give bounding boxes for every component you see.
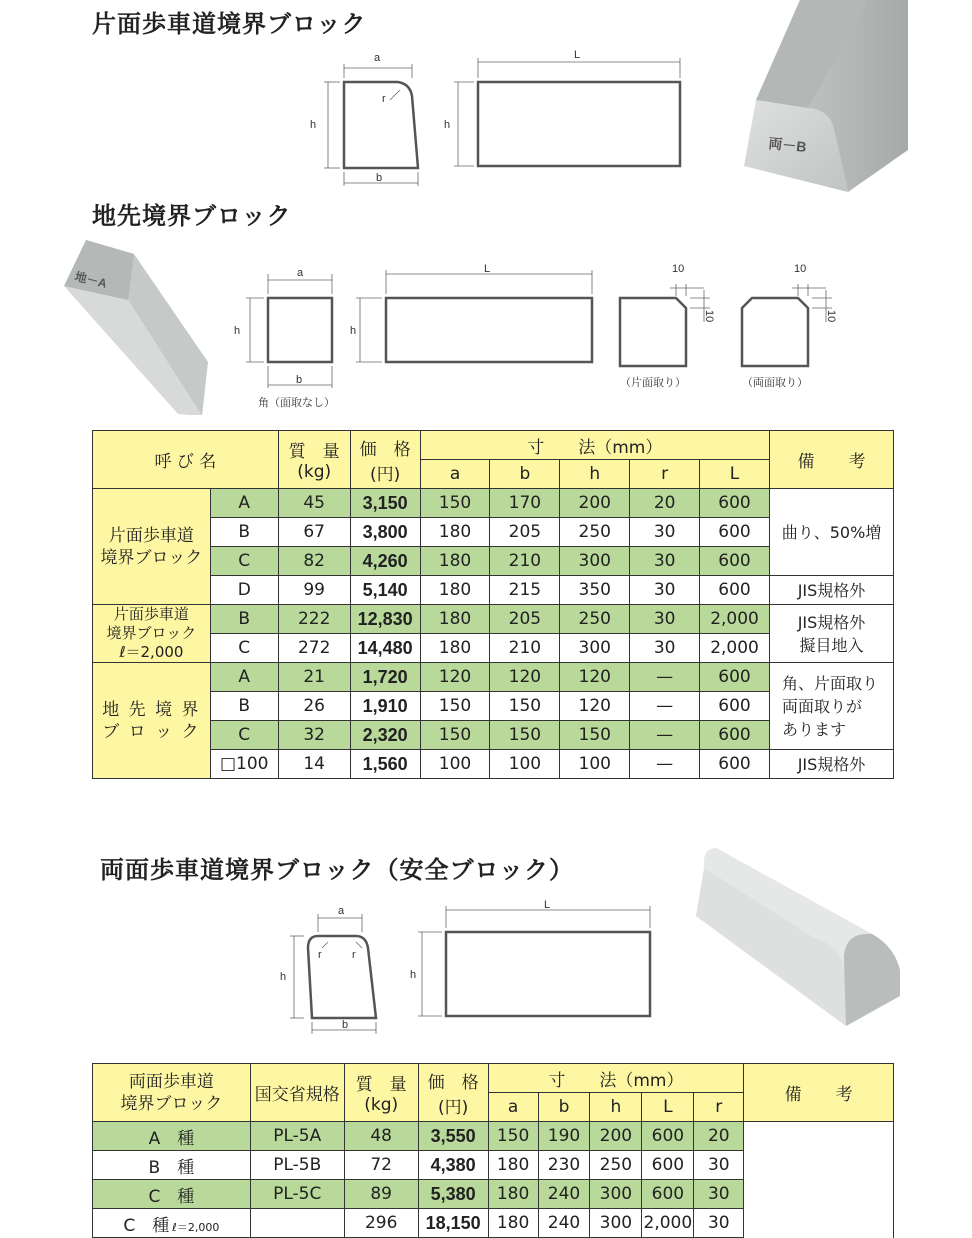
header-name: 両面歩車道 境界ブロック xyxy=(93,1064,251,1122)
header-name: 呼 び 名 xyxy=(93,431,279,489)
dim-r: r xyxy=(382,93,386,105)
table-cell: 272 xyxy=(278,634,350,663)
table-cell: 250 xyxy=(560,518,630,547)
table-cell: 600 xyxy=(700,576,770,605)
header-price-unit: (円) xyxy=(437,1097,469,1118)
table-cell: 180 xyxy=(488,1151,538,1180)
table-cell: 5,380 xyxy=(418,1180,488,1209)
table-cell: 2,000 xyxy=(700,605,770,634)
table-cell: 30 xyxy=(694,1151,744,1180)
table-cell: 600 xyxy=(700,692,770,721)
table-cell: A 種 xyxy=(93,1122,251,1151)
table-cell: 120 xyxy=(490,663,560,692)
table-cell: 215 xyxy=(490,576,560,605)
table-cell: 180 xyxy=(488,1180,538,1209)
photo-double-sided-curb-block xyxy=(694,846,906,1028)
table-cell: 600 xyxy=(642,1122,694,1151)
table-cell: PL-5A xyxy=(250,1122,344,1151)
group-name: 片面歩車道 境界ブロック xyxy=(93,489,211,605)
table-cell: 2,000 xyxy=(642,1209,694,1238)
table-cell: 48 xyxy=(344,1122,418,1151)
header-b: b xyxy=(538,1093,590,1122)
caption-both-chamfer: （両面取り） xyxy=(742,377,808,389)
table-cell: 120 xyxy=(560,663,630,692)
drawing-edge-block-both-chamfer xyxy=(736,262,846,392)
table-cell xyxy=(418,1064,488,1122)
dim-L: L xyxy=(574,49,581,61)
table-cell: A xyxy=(210,489,278,518)
dim-r1: r xyxy=(318,949,322,961)
table-cell: 45 xyxy=(278,489,350,518)
table-cell: 230 xyxy=(538,1151,590,1180)
dim-h2: h xyxy=(444,119,451,131)
table-cell: 150 xyxy=(490,721,560,750)
table-cell xyxy=(344,1064,418,1122)
table-cell: 200 xyxy=(590,1122,642,1151)
table-row xyxy=(93,663,894,692)
header-b: b xyxy=(490,460,560,489)
table-row xyxy=(93,605,894,634)
photo-stamp-text: 地－A xyxy=(73,269,109,291)
table-cell: C 種 ℓ＝2,000 xyxy=(93,1209,251,1238)
table-cell: 150 xyxy=(560,721,630,750)
table-cell: 180 xyxy=(420,576,490,605)
header-mass: 質 量 xyxy=(288,442,340,462)
table-row xyxy=(93,750,894,779)
table-cell: 2,000 xyxy=(700,634,770,663)
table-cell: 32 xyxy=(278,721,350,750)
table-cell: 250 xyxy=(590,1151,642,1180)
table-cell: 350 xyxy=(560,576,630,605)
header-remarks: 備 考 xyxy=(744,1064,894,1122)
table-cell: 21 xyxy=(278,663,350,692)
table-cell: 5,140 xyxy=(350,576,420,605)
table-cell: D xyxy=(210,576,278,605)
table-cell: A xyxy=(210,663,278,692)
table-cell: 600 xyxy=(700,518,770,547)
table-cell: 30 xyxy=(694,1209,744,1238)
dim-a: a xyxy=(374,52,381,64)
dim-a: a xyxy=(338,905,345,917)
table-cell: 600 xyxy=(700,663,770,692)
drawing-edge-block-one-chamfer xyxy=(614,262,724,392)
table-cell: 100 xyxy=(420,750,490,779)
section-title-single-sided-curb: 片面歩車道境界ブロック xyxy=(92,10,367,38)
table-cell xyxy=(744,1122,894,1238)
table-cell: C xyxy=(210,547,278,576)
header-mass: 質 量 xyxy=(355,1075,407,1095)
table-cell: 14 xyxy=(278,750,350,779)
spec-table-double-sided xyxy=(92,1063,894,1238)
caption-one-chamfer: （片面取り） xyxy=(620,377,686,389)
table-cell: 300 xyxy=(560,547,630,576)
photo-single-sided-curb-block xyxy=(738,0,908,192)
drawing-edge-block-side-view xyxy=(346,262,596,372)
table-cell: 1,560 xyxy=(350,750,420,779)
table-cell: 14,480 xyxy=(350,634,420,663)
table-cell xyxy=(350,431,420,489)
group-name: 片面歩車道 境界ブロック ℓ＝2,000 xyxy=(93,605,211,663)
table-cell: 600 xyxy=(642,1180,694,1209)
header-price: 価 格 xyxy=(359,439,411,460)
table-cell: C xyxy=(210,634,278,663)
table-cell: 26 xyxy=(278,692,350,721)
table-cell: 600 xyxy=(700,750,770,779)
table-cell: 210 xyxy=(490,547,560,576)
table-cell: 1,910 xyxy=(350,692,420,721)
table-cell: C 種 xyxy=(93,1180,251,1209)
table-cell: 89 xyxy=(344,1180,418,1209)
table-cell: □100 xyxy=(210,750,278,779)
table-cell: 82 xyxy=(278,547,350,576)
table-cell: B xyxy=(210,518,278,547)
table-cell: 3,800 xyxy=(350,518,420,547)
table-cell: 100 xyxy=(560,750,630,779)
table-cell: 205 xyxy=(490,605,560,634)
table-cell: 180 xyxy=(420,518,490,547)
table-cell: 30 xyxy=(630,576,700,605)
table-cell: 600 xyxy=(700,547,770,576)
table-cell: 99 xyxy=(278,576,350,605)
section-title-double-sided-curb: 両面歩車道境界ブロック（安全ブロック） xyxy=(100,856,575,884)
table-cell: 200 xyxy=(560,489,630,518)
photo-edge-block xyxy=(58,240,208,415)
drawing-single-sided-side-view xyxy=(440,44,700,184)
table-cell: 170 xyxy=(490,489,560,518)
header-r: r xyxy=(630,460,700,489)
table-cell: 600 xyxy=(700,721,770,750)
table-cell: 600 xyxy=(700,489,770,518)
table-cell: 205 xyxy=(490,518,560,547)
table-cell: 222 xyxy=(278,605,350,634)
header-r: r xyxy=(694,1093,744,1122)
table-cell: PL-5C xyxy=(250,1180,344,1209)
header-mass-unit: (kg) xyxy=(364,1095,399,1115)
table-cell: 180 xyxy=(420,634,490,663)
header-price-unit: (円) xyxy=(369,464,401,485)
table-cell: 120 xyxy=(420,663,490,692)
table-cell: 150 xyxy=(420,692,490,721)
table-cell: 180 xyxy=(420,547,490,576)
table-cell: 30 xyxy=(630,518,700,547)
remark: JIS規格外 xyxy=(770,750,894,779)
table-cell: B xyxy=(210,692,278,721)
table-cell: 600 xyxy=(642,1151,694,1180)
table-cell: — xyxy=(630,692,700,721)
table-cell: B 種 xyxy=(93,1151,251,1180)
table-cell: 190 xyxy=(538,1122,590,1151)
header-price: 価 格 xyxy=(427,1072,479,1093)
header-h: h xyxy=(590,1093,642,1122)
table-cell: 30 xyxy=(630,605,700,634)
table-cell xyxy=(278,431,350,489)
table-cell: PL-5B xyxy=(250,1151,344,1180)
table-cell: — xyxy=(630,663,700,692)
drawing-double-sided-cross-section xyxy=(270,900,400,1040)
table-cell: 100 xyxy=(490,750,560,779)
table-cell: 20 xyxy=(694,1122,744,1151)
header-a: a xyxy=(420,460,490,489)
table-cell: 67 xyxy=(278,518,350,547)
table-cell: C xyxy=(210,721,278,750)
header-mass-unit: (kg) xyxy=(297,462,332,482)
group-name: 地 先 境 界 ブ ロ ッ ク xyxy=(93,663,211,779)
table-cell: 30 xyxy=(694,1180,744,1209)
dim-h: h xyxy=(234,325,241,337)
table-cell: 300 xyxy=(590,1209,642,1238)
table-cell: B xyxy=(210,605,278,634)
table-cell: 180 xyxy=(420,605,490,634)
remark: 角、片面取り 両面取りが あります xyxy=(770,663,894,750)
dim-h: h xyxy=(280,971,287,983)
dim-L: L xyxy=(484,263,491,275)
table-cell: 120 xyxy=(560,692,630,721)
table-cell: 150 xyxy=(488,1122,538,1151)
caption-square: 角（面取なし） xyxy=(258,397,335,409)
drawing-single-sided-cross-section xyxy=(300,44,430,194)
table-cell: 72 xyxy=(344,1151,418,1180)
table-cell: 300 xyxy=(590,1180,642,1209)
table-cell: 250 xyxy=(560,605,630,634)
header-a: a xyxy=(488,1093,538,1122)
dim-a: a xyxy=(297,267,304,279)
table-cell: 18,150 xyxy=(418,1209,488,1238)
header-remarks: 備 考 xyxy=(770,431,894,489)
table-cell: 12,830 xyxy=(350,605,420,634)
dim-10c: 10 xyxy=(794,263,807,275)
drawing-edge-block-square xyxy=(228,262,348,412)
table-cell: 2,320 xyxy=(350,721,420,750)
table-cell: 4,260 xyxy=(350,547,420,576)
table-cell: 240 xyxy=(538,1209,590,1238)
dim-10d: 10 xyxy=(825,310,837,323)
header-dimensions: 寸 法（mm） xyxy=(420,431,769,460)
dim-10a: 10 xyxy=(672,263,685,275)
table-cell: 180 xyxy=(488,1209,538,1238)
table-cell: 150 xyxy=(420,489,490,518)
dim-h2: h xyxy=(410,969,417,981)
table-cell: — xyxy=(630,721,700,750)
header-dimensions: 寸 法（mm） xyxy=(488,1064,744,1093)
table-cell: 210 xyxy=(490,634,560,663)
table-cell: 1,720 xyxy=(350,663,420,692)
table-cell: 3,550 xyxy=(418,1122,488,1151)
dim-h2: h xyxy=(350,325,357,337)
table-cell: 3,150 xyxy=(350,489,420,518)
remark: JIS規格外 擬目地入 xyxy=(770,605,894,663)
table-cell xyxy=(250,1209,344,1238)
section-title-edge-block: 地先境界ブロック xyxy=(92,202,292,230)
table-cell: 150 xyxy=(490,692,560,721)
header-standard: 国交省規格 xyxy=(250,1064,344,1122)
remark: 曲り、50%増 xyxy=(770,489,894,576)
remark: JIS規格外 xyxy=(770,576,894,605)
dim-L: L xyxy=(544,899,551,911)
table-row xyxy=(93,1122,894,1151)
dim-h: h xyxy=(310,119,317,131)
table-cell: 30 xyxy=(630,634,700,663)
photo-stamp-text: 両－B xyxy=(767,135,808,155)
header-h: h xyxy=(560,460,630,489)
table-cell: 20 xyxy=(630,489,700,518)
table-cell: 300 xyxy=(560,634,630,663)
table-row xyxy=(93,489,894,518)
dim-b: b xyxy=(296,374,303,386)
header-L: L xyxy=(700,460,770,489)
table-cell: 30 xyxy=(630,547,700,576)
table-cell: 296 xyxy=(344,1209,418,1238)
spec-table-curb-blocks xyxy=(92,430,894,779)
dim-b: b xyxy=(376,172,383,184)
table-cell: 4,380 xyxy=(418,1151,488,1180)
dim-b: b xyxy=(342,1019,349,1031)
table-row xyxy=(93,576,894,605)
dim-10b: 10 xyxy=(703,310,715,323)
table-cell: 240 xyxy=(538,1180,590,1209)
table-cell: — xyxy=(630,750,700,779)
drawing-double-sided-side-view xyxy=(406,898,666,1028)
dim-r2: r xyxy=(352,949,356,961)
table-cell: 150 xyxy=(420,721,490,750)
header-L: L xyxy=(642,1093,694,1122)
